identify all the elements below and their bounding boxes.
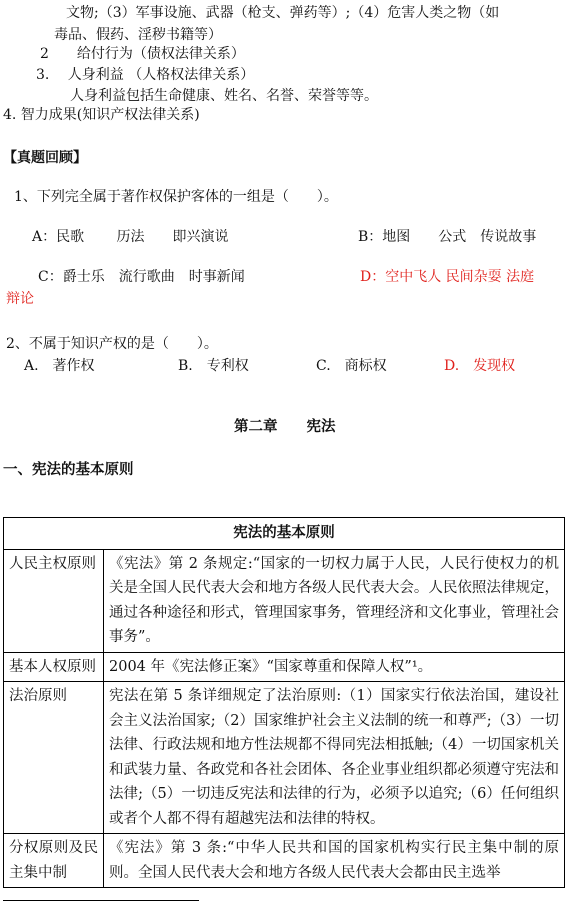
q2-option-b: B. 专利权 (178, 358, 249, 374)
footnote-divider (3, 900, 199, 901)
personal-interest-relation: 3. 人身利益 （人格权法律关系） (36, 67, 255, 83)
intellectual-relation: 4. 智力成果(知识产权法律关系) (3, 107, 200, 123)
table-title: 宪法的基本原则 (4, 518, 565, 550)
table-row (4, 682, 565, 834)
principle-text: 宪法在第 5 条详细规定了法治原则:（1）国家实行依法治国，建设社会主义法治国家;（2）国家维护社会主义法制的统一和尊严;（3）一切法律、行政法规和地方性法规都不得同宪法相抵触;（4）一切国家机关和武装力量、各政党和各社会团体、各企业事业组织都必须遵守宪法和法律;（5）一切违反宪法和法律的行为，必须予以追究;（6）任何组织或者个人都不得有超越宪法和法律的特权。 (104, 682, 565, 834)
object-type-line-2: 毒品、假药、淫秽书籍等） (54, 27, 222, 43)
q1-option-d: D：空中飞人 民间杂耍 法庭 (360, 269, 535, 285)
principle-text: 《宪法》第 3 条:“中华人民共和国的国家机构实行民主集中制的原则。全国人民代表大会和地方各级人民代表大会都由民主选举 (104, 834, 565, 888)
principle-text: 《宪法》第 2 条规定:“国家的一切权力属于人民，人民行使权力的机关是全国人民代表大会和地方各级人民代表大会。人民依照法律规定，通过各种途径和形式，管理国家事务，管理经济和文化事业，管理社会事务”。 (104, 549, 565, 652)
q1-option-a: A：民歌 历法 即兴演说 (32, 229, 229, 245)
question-2-stem: 2、不属于知识产权的是（ ）。 (6, 336, 218, 352)
payment-relation: 2 给付行为（债权法律关系） (40, 46, 245, 62)
object-type-line-1: 文物;（3）军事设施、武器（枪支、弹药等）;（4）危害人类之物（如 (66, 5, 500, 21)
q1-option-d-continued: 辩论 (6, 291, 34, 307)
section-title: 一、宪法的基本原则 (3, 461, 134, 478)
personal-interest-detail: 人身利益包括生命健康、姓名、名誉、荣誉等等。 (70, 88, 378, 104)
table-header-row (4, 518, 565, 550)
q2-option-a: A. 著作权 (24, 358, 95, 374)
q2-option-c: C. 商标权 (316, 358, 387, 374)
principle-text: 2004 年《宪法修正案》“国家尊重和保障人权”¹。 (104, 652, 565, 682)
review-heading: 【真题回顾】 (3, 150, 87, 166)
table-row (4, 652, 565, 682)
principle-name: 基本人权原则 (4, 652, 104, 682)
table-row (4, 834, 565, 888)
q2-option-d: D. 发现权 (444, 358, 516, 374)
question-1-stem: 1、下列完全属于著作权保护客体的一组是（ ）。 (14, 189, 338, 205)
principle-name: 人民主权原则 (4, 549, 104, 652)
q1-option-b: B：地图 公式 传说故事 (358, 229, 537, 245)
q1-option-c: C：爵士乐 流行歌曲 时事新闻 (38, 269, 245, 285)
principles-table (3, 517, 565, 888)
principle-name: 法治原则 (4, 682, 104, 834)
table-row (4, 549, 565, 652)
chapter-title: 第二章 宪法 (234, 418, 336, 435)
principle-name: 分权原则及民主集中制 (4, 834, 104, 888)
